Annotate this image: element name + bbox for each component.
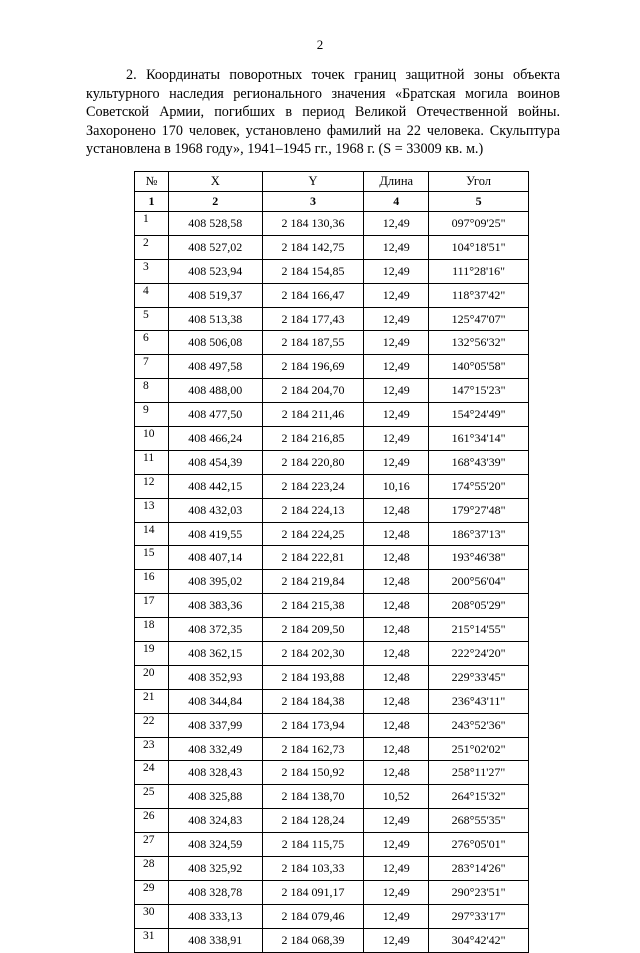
direction-angle: 179°27'48": [429, 498, 529, 522]
segment-length: 12,49: [364, 307, 429, 331]
coordinate-x: 408 432,03: [168, 498, 262, 522]
point-number: 27: [135, 833, 169, 857]
paragraph-text: 2. Координаты поворотных точек границ защитной зоны объекта культурного наследия регионального значения «Братская могила воинов Советской Армии, погибших в период Великой Отечественной войны. Захоронено 170 человек, установлено фамилий на 22 человека. Скульптура установлена в 1968 году», 1941–1945 гг., 1968 г. (S = 33009 кв. м.): [86, 67, 560, 158]
table-row: [135, 212, 529, 236]
point-number: 12: [135, 474, 169, 498]
segment-length: 12,49: [364, 880, 429, 904]
segment-length: 10,16: [364, 474, 429, 498]
segment-length: 12,48: [364, 737, 429, 761]
direction-angle: 215°14'55": [429, 618, 529, 642]
coordinate-y: 2 184 128,24: [262, 809, 364, 833]
segment-length: 12,48: [364, 618, 429, 642]
segment-length: 12,49: [364, 427, 429, 451]
table-row: [135, 737, 529, 761]
direction-angle: 297°33'17": [429, 904, 529, 928]
point-number: 13: [135, 498, 169, 522]
coordinate-y: 2 184 079,46: [262, 904, 364, 928]
segment-length: 12,49: [364, 403, 429, 427]
direction-angle: 200°56'04": [429, 570, 529, 594]
direction-angle: 193°46'38": [429, 546, 529, 570]
table-row: [135, 259, 529, 283]
coordinate-y: 2 184 166,47: [262, 283, 364, 307]
segment-length: 12,49: [364, 379, 429, 403]
direction-angle: 111°28'16": [429, 259, 529, 283]
table-row: [135, 665, 529, 689]
segment-length: 12,48: [364, 546, 429, 570]
coordinate-y: 2 184 142,75: [262, 235, 364, 259]
direction-angle: 186°37'13": [429, 522, 529, 546]
table-row: [135, 235, 529, 259]
table-row: [135, 689, 529, 713]
coordinate-x: 408 338,91: [168, 928, 262, 952]
coordinate-y: 2 184 154,85: [262, 259, 364, 283]
coordinate-y: 2 184 103,33: [262, 857, 364, 881]
coordinate-y: 2 184 115,75: [262, 833, 364, 857]
coordinate-x: 408 333,13: [168, 904, 262, 928]
table-row: [135, 450, 529, 474]
direction-angle: 125°47'07": [429, 307, 529, 331]
coordinate-x: 408 324,59: [168, 833, 262, 857]
point-number: 1: [135, 212, 169, 236]
segment-length: 12,49: [364, 904, 429, 928]
point-number: 6: [135, 331, 169, 355]
table-row: [135, 379, 529, 403]
direction-angle: 268°55'35": [429, 809, 529, 833]
point-number: 29: [135, 880, 169, 904]
coordinate-x: 408 328,78: [168, 880, 262, 904]
point-number: 23: [135, 737, 169, 761]
header-number: №: [135, 172, 169, 192]
point-number: 26: [135, 809, 169, 833]
direction-angle: 118°37'42": [429, 283, 529, 307]
column-number: 1: [135, 192, 169, 212]
table-row: [135, 880, 529, 904]
table-row: [135, 498, 529, 522]
segment-length: 12,48: [364, 498, 429, 522]
direction-angle: 229°33'45": [429, 665, 529, 689]
point-number: 22: [135, 713, 169, 737]
coordinate-x: 408 407,14: [168, 546, 262, 570]
direction-angle: 174°55'20": [429, 474, 529, 498]
direction-angle: 140°05'58": [429, 355, 529, 379]
coordinate-y: 2 184 209,50: [262, 618, 364, 642]
point-number: 14: [135, 522, 169, 546]
coordinate-x: 408 325,92: [168, 857, 262, 881]
coordinate-y: 2 184 068,39: [262, 928, 364, 952]
segment-length: 10,52: [364, 785, 429, 809]
point-number: 21: [135, 689, 169, 713]
table-row: [135, 546, 529, 570]
segment-length: 12,49: [364, 450, 429, 474]
table-row: [135, 857, 529, 881]
coordinate-x: 408 519,37: [168, 283, 262, 307]
direction-angle: 251°02'02": [429, 737, 529, 761]
table-row: [135, 283, 529, 307]
coordinate-x: 408 513,38: [168, 307, 262, 331]
segment-length: 12,48: [364, 522, 429, 546]
table-row: [135, 331, 529, 355]
page-number: 2: [316, 37, 324, 52]
point-number: 24: [135, 761, 169, 785]
column-number: 3: [262, 192, 364, 212]
table-row: [135, 809, 529, 833]
coordinate-x: 408 325,88: [168, 785, 262, 809]
direction-angle: 161°34'14": [429, 427, 529, 451]
coordinate-y: 2 184 162,73: [262, 737, 364, 761]
coordinate-y: 2 184 202,30: [262, 642, 364, 666]
coordinate-y: 2 184 224,25: [262, 522, 364, 546]
coordinate-x: 408 506,08: [168, 331, 262, 355]
coordinate-y: 2 184 224,13: [262, 498, 364, 522]
direction-angle: 243°52'36": [429, 713, 529, 737]
point-number: 28: [135, 857, 169, 881]
segment-length: 12,48: [364, 713, 429, 737]
coordinate-x: 408 454,39: [168, 450, 262, 474]
direction-angle: 147°15'23": [429, 379, 529, 403]
table-body: [135, 212, 529, 953]
point-number: 3: [135, 259, 169, 283]
coordinate-x: 408 497,58: [168, 355, 262, 379]
segment-length: 12,49: [364, 809, 429, 833]
segment-length: 12,49: [364, 259, 429, 283]
point-number: 20: [135, 665, 169, 689]
coordinate-x: 408 466,24: [168, 427, 262, 451]
segment-length: 12,49: [364, 857, 429, 881]
segment-length: 12,48: [364, 689, 429, 713]
point-number: 18: [135, 618, 169, 642]
direction-angle: 168°43'39": [429, 450, 529, 474]
table-row: [135, 570, 529, 594]
segment-length: 12,49: [364, 212, 429, 236]
direction-angle: 258°11'27": [429, 761, 529, 785]
direction-angle: 304°42'42": [429, 928, 529, 952]
table-row: [135, 713, 529, 737]
header-x: X: [168, 172, 262, 192]
segment-length: 12,49: [364, 355, 429, 379]
point-number: 8: [135, 379, 169, 403]
table-row: [135, 594, 529, 618]
segment-length: 12,48: [364, 642, 429, 666]
column-number-row: [135, 192, 529, 212]
direction-angle: 097°09'25": [429, 212, 529, 236]
coordinate-y: 2 184 150,92: [262, 761, 364, 785]
point-number: 2: [135, 235, 169, 259]
point-number: 19: [135, 642, 169, 666]
coordinate-x: 408 337,99: [168, 713, 262, 737]
coordinate-x: 408 362,15: [168, 642, 262, 666]
point-number: 25: [135, 785, 169, 809]
coordinate-y: 2 184 173,94: [262, 713, 364, 737]
point-number: 15: [135, 546, 169, 570]
coordinate-y: 2 184 223,24: [262, 474, 364, 498]
coordinate-x: 408 527,02: [168, 235, 262, 259]
direction-angle: 264°15'32": [429, 785, 529, 809]
direction-angle: 104°18'51": [429, 235, 529, 259]
coordinate-y: 2 184 138,70: [262, 785, 364, 809]
header-length: Длина: [364, 172, 429, 192]
point-number: 16: [135, 570, 169, 594]
segment-length: 12,48: [364, 570, 429, 594]
header-y: Y: [262, 172, 364, 192]
coordinate-x: 408 372,35: [168, 618, 262, 642]
coordinate-y: 2 184 187,55: [262, 331, 364, 355]
table-row: [135, 307, 529, 331]
coordinate-x: 408 344,84: [168, 689, 262, 713]
coordinate-x: 408 383,36: [168, 594, 262, 618]
segment-length: 12,49: [364, 928, 429, 952]
table-row: [135, 785, 529, 809]
coordinate-y: 2 184 196,69: [262, 355, 364, 379]
coordinate-y: 2 184 219,84: [262, 570, 364, 594]
table-row: [135, 833, 529, 857]
coordinate-x: 408 528,58: [168, 212, 262, 236]
coordinate-y: 2 184 220,80: [262, 450, 364, 474]
direction-angle: 236°43'11": [429, 689, 529, 713]
coordinate-y: 2 184 177,43: [262, 307, 364, 331]
coordinate-y: 2 184 184,38: [262, 689, 364, 713]
point-number: 11: [135, 450, 169, 474]
table-row: [135, 928, 529, 952]
coordinate-y: 2 184 222,81: [262, 546, 364, 570]
table-header-row: [135, 172, 529, 192]
table-row: [135, 642, 529, 666]
table-row: [135, 761, 529, 785]
section-paragraph: [86, 66, 560, 159]
column-number: 5: [429, 192, 529, 212]
header-angle: Угол: [429, 172, 529, 192]
point-number: 30: [135, 904, 169, 928]
table-row: [135, 474, 529, 498]
coordinate-x: 408 328,43: [168, 761, 262, 785]
table-row: [135, 904, 529, 928]
coordinate-x: 408 523,94: [168, 259, 262, 283]
segment-length: 12,48: [364, 594, 429, 618]
table-row: [135, 355, 529, 379]
segment-length: 12,49: [364, 331, 429, 355]
coordinate-y: 2 184 193,88: [262, 665, 364, 689]
segment-length: 12,48: [364, 761, 429, 785]
coordinate-x: 408 488,00: [168, 379, 262, 403]
segment-length: 12,48: [364, 665, 429, 689]
coordinate-y: 2 184 215,38: [262, 594, 364, 618]
coordinate-y: 2 184 130,36: [262, 212, 364, 236]
table-row: [135, 618, 529, 642]
coordinate-y: 2 184 204,70: [262, 379, 364, 403]
coordinate-y: 2 184 216,85: [262, 427, 364, 451]
direction-angle: 132°56'32": [429, 331, 529, 355]
table-row: [135, 522, 529, 546]
point-number: 31: [135, 928, 169, 952]
direction-angle: 208°05'29": [429, 594, 529, 618]
point-number: 9: [135, 403, 169, 427]
direction-angle: 222°24'20": [429, 642, 529, 666]
coordinate-x: 408 332,49: [168, 737, 262, 761]
column-number: 4: [364, 192, 429, 212]
direction-angle: 276°05'01": [429, 833, 529, 857]
coordinate-x: 408 419,55: [168, 522, 262, 546]
segment-length: 12,49: [364, 283, 429, 307]
table-row: [135, 427, 529, 451]
coordinate-x: 408 395,02: [168, 570, 262, 594]
direction-angle: 283°14'26": [429, 857, 529, 881]
coordinate-x: 408 477,50: [168, 403, 262, 427]
point-number: 17: [135, 594, 169, 618]
point-number: 4: [135, 283, 169, 307]
coordinate-x: 408 352,93: [168, 665, 262, 689]
segment-length: 12,49: [364, 235, 429, 259]
coordinate-x: 408 442,15: [168, 474, 262, 498]
coordinate-y: 2 184 211,46: [262, 403, 364, 427]
direction-angle: 154°24'49": [429, 403, 529, 427]
table-row: [135, 403, 529, 427]
point-number: 10: [135, 427, 169, 451]
coordinates-table: [134, 171, 529, 953]
point-number: 7: [135, 355, 169, 379]
coordinate-y: 2 184 091,17: [262, 880, 364, 904]
point-number: 5: [135, 307, 169, 331]
segment-length: 12,49: [364, 833, 429, 857]
column-number: 2: [168, 192, 262, 212]
direction-angle: 290°23'51": [429, 880, 529, 904]
coordinate-x: 408 324,83: [168, 809, 262, 833]
